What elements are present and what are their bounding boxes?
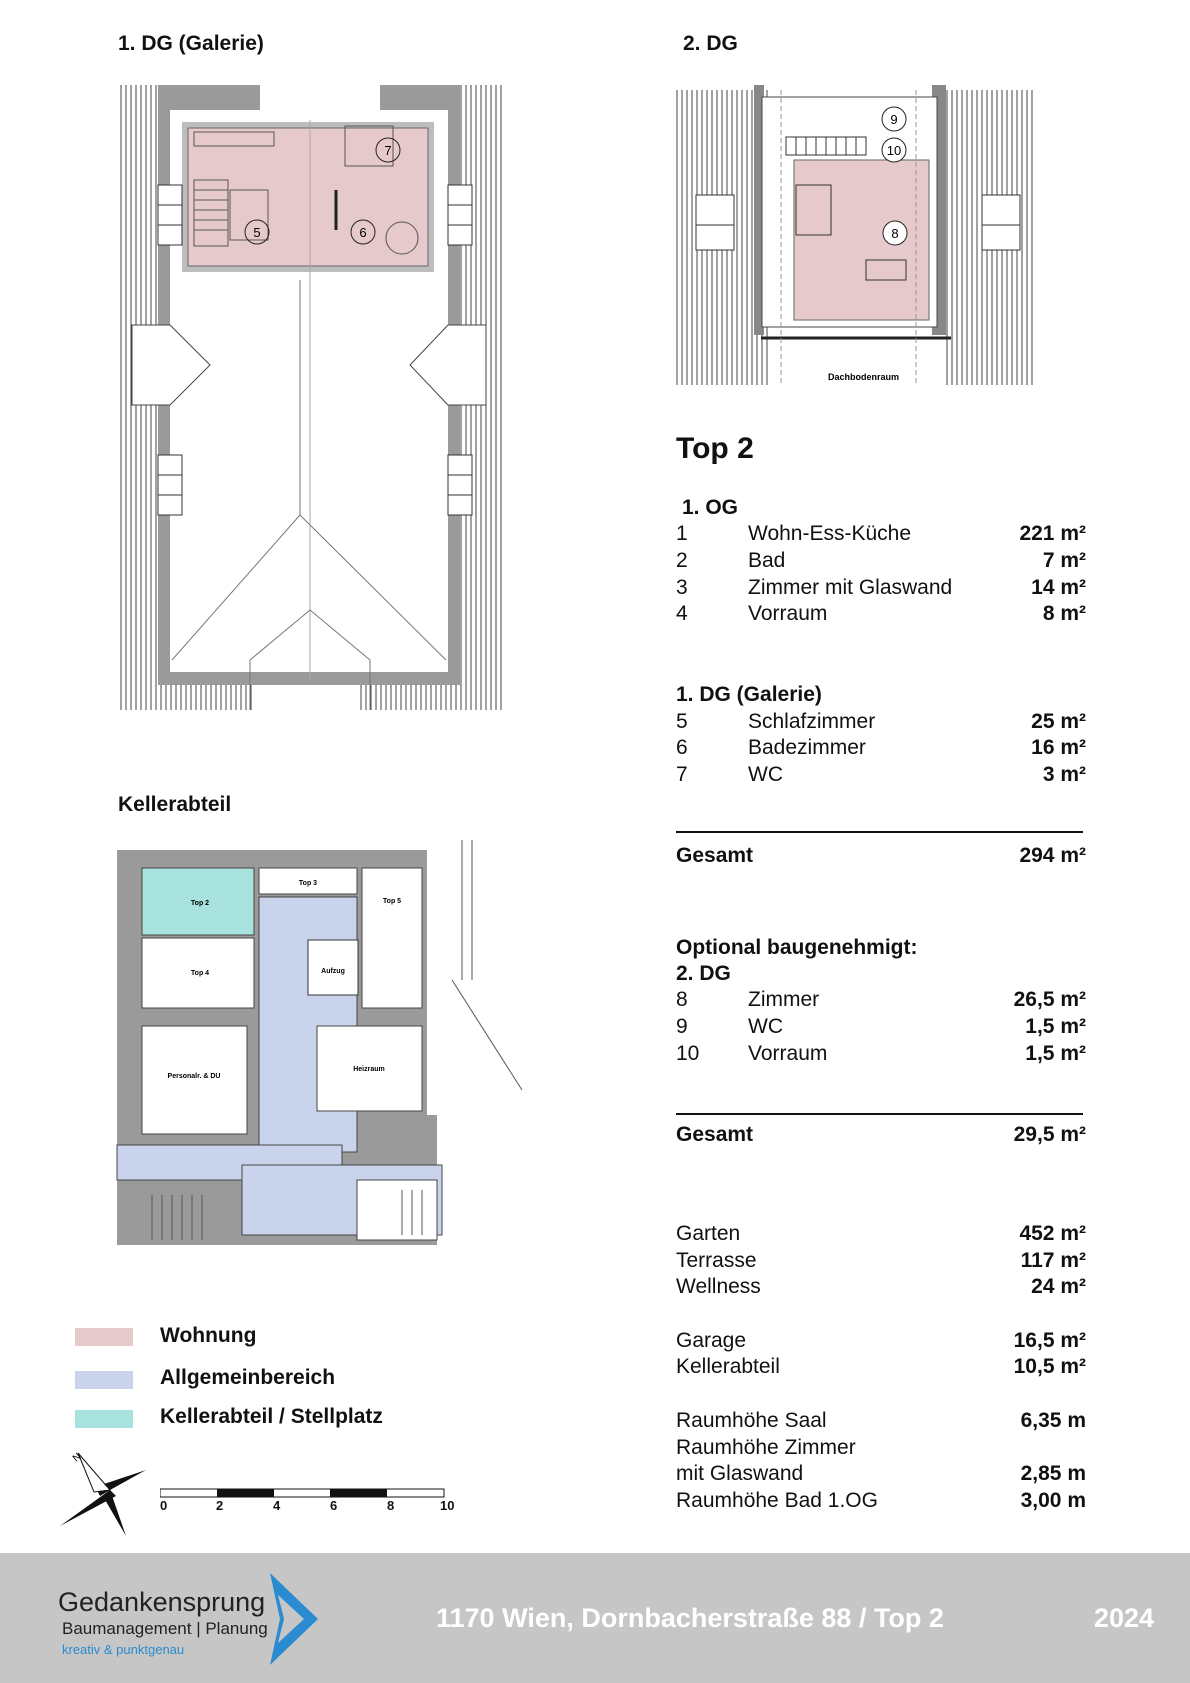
dg-floor-plan bbox=[110, 80, 570, 720]
area-row: 7 WC 3 m² bbox=[676, 763, 1086, 786]
dg2-floor-plan bbox=[676, 85, 1036, 390]
keller-heating-room-label: Heizraum bbox=[353, 1066, 385, 1073]
legend-swatch-keller bbox=[75, 1410, 133, 1428]
divider bbox=[676, 831, 1083, 833]
logo-subtitle: Baumanagement | Planung bbox=[62, 1619, 268, 1638]
extra-row: Raumhöhe Bad 1.OG 3,00 m bbox=[676, 1489, 1086, 1512]
logo-name: Gedankensprung bbox=[58, 1587, 266, 1617]
area-row: 1 Wohn-Ess-Küche 221 m² bbox=[676, 522, 1086, 545]
scale-tick-label: 0 bbox=[160, 1498, 168, 1513]
area-row: 6 Badezimmer 16 m² bbox=[676, 736, 1086, 759]
extra-row: Raumhöhe Zimmer bbox=[676, 1436, 856, 1459]
attic-label: Dachbodenraum bbox=[828, 372, 900, 382]
project-year: 2024 bbox=[1094, 1603, 1155, 1633]
area-row: 3 Zimmer mit Glaswand 14 m² bbox=[676, 576, 1086, 599]
area-row: 5 Schlafzimmer 25 m² bbox=[676, 710, 1086, 733]
north-arrow-icon bbox=[58, 1448, 153, 1538]
extra-row: Garten 452 m² bbox=[676, 1222, 1086, 1245]
keller-plan-title: Kellerabteil bbox=[118, 793, 232, 816]
legend-label: Allgemeinbereich bbox=[160, 1366, 336, 1389]
extra-row: Terrasse 117 m² bbox=[676, 1249, 1086, 1272]
optional-subtitle: 2. DG bbox=[676, 962, 731, 985]
area-row: 8 Zimmer 26,5 m² bbox=[676, 988, 1086, 1011]
legend-swatch-wohnung bbox=[75, 1328, 133, 1346]
keller-top2-label: Top 2 bbox=[190, 900, 210, 907]
extra-row: Kellerabteil 10,5 m² bbox=[676, 1355, 1086, 1378]
area-row: 2 Bad 7 m² bbox=[676, 549, 1086, 572]
scale-tick-label: 6 bbox=[330, 1498, 338, 1513]
total-row: Gesamt 294 m² bbox=[676, 844, 1086, 867]
divider bbox=[676, 1113, 1083, 1115]
scale-tick-label: 8 bbox=[387, 1498, 395, 1513]
extra-row: Raumhöhe Saal 6,35 m bbox=[676, 1409, 1086, 1432]
scale-tick-label: 4 bbox=[273, 1498, 281, 1513]
svg-text:N: N bbox=[70, 1451, 84, 1465]
gallery-area bbox=[188, 128, 428, 266]
footer-bar bbox=[0, 1553, 1190, 1683]
room-number: 7 bbox=[384, 143, 392, 158]
extra-row: mit Glaswand 2,85 m bbox=[676, 1462, 1086, 1485]
keller-top4-label: Top 4 bbox=[190, 970, 210, 977]
legend-label: Wohnung bbox=[160, 1324, 257, 1347]
og-section-title: 1. OG bbox=[682, 496, 739, 519]
room-number: 10 bbox=[886, 143, 902, 158]
optional-title: Optional baugenehmigt: bbox=[676, 936, 918, 959]
logo-mark-icon bbox=[268, 1571, 320, 1667]
area-row: 10 Vorraum 1,5 m² bbox=[676, 1042, 1086, 1065]
room-number: 8 bbox=[891, 226, 899, 241]
room-number: 9 bbox=[890, 112, 898, 127]
dg-section-title: 1. DG (Galerie) bbox=[676, 683, 822, 706]
common-area bbox=[259, 897, 357, 1152]
room-number: 5 bbox=[253, 225, 261, 240]
room-number: 6 bbox=[359, 225, 367, 240]
keller-top3-label: Top 3 bbox=[298, 880, 318, 887]
keller-staff-room-label: Personalr. & DU bbox=[167, 1073, 221, 1080]
area-row: 4 Vorraum 8 m² bbox=[676, 602, 1086, 625]
unit-title: Top 2 bbox=[676, 432, 754, 465]
legend-label: Kellerabteil / Stellplatz bbox=[160, 1405, 383, 1428]
project-address: 1170 Wien, Dornbacherstraße 88 / Top 2 bbox=[436, 1603, 944, 1633]
legend-swatch-allgemein bbox=[75, 1371, 133, 1389]
scale-tick-label: 10 bbox=[440, 1498, 455, 1513]
scale-bar bbox=[160, 1488, 450, 1500]
area-row: 9 WC 1,5 m² bbox=[676, 1015, 1086, 1038]
dg-plan-title: 1. DG (Galerie) bbox=[118, 32, 264, 55]
scale-tick-label: 2 bbox=[216, 1498, 224, 1513]
optional-room-area bbox=[794, 160, 929, 320]
dg2-plan-title: 2. DG bbox=[683, 32, 738, 55]
keller-floor-plan bbox=[82, 840, 532, 1280]
total-row: Gesamt 29,5 m² bbox=[676, 1123, 1086, 1146]
extra-row: Garage 16,5 m² bbox=[676, 1329, 1086, 1352]
keller-top5-label: Top 5 bbox=[382, 898, 402, 905]
logo-tagline: kreativ & punktgenau bbox=[62, 1642, 185, 1657]
extra-row: Wellness 24 m² bbox=[676, 1275, 1086, 1298]
keller-elevator-label: Aufzug bbox=[321, 968, 345, 975]
